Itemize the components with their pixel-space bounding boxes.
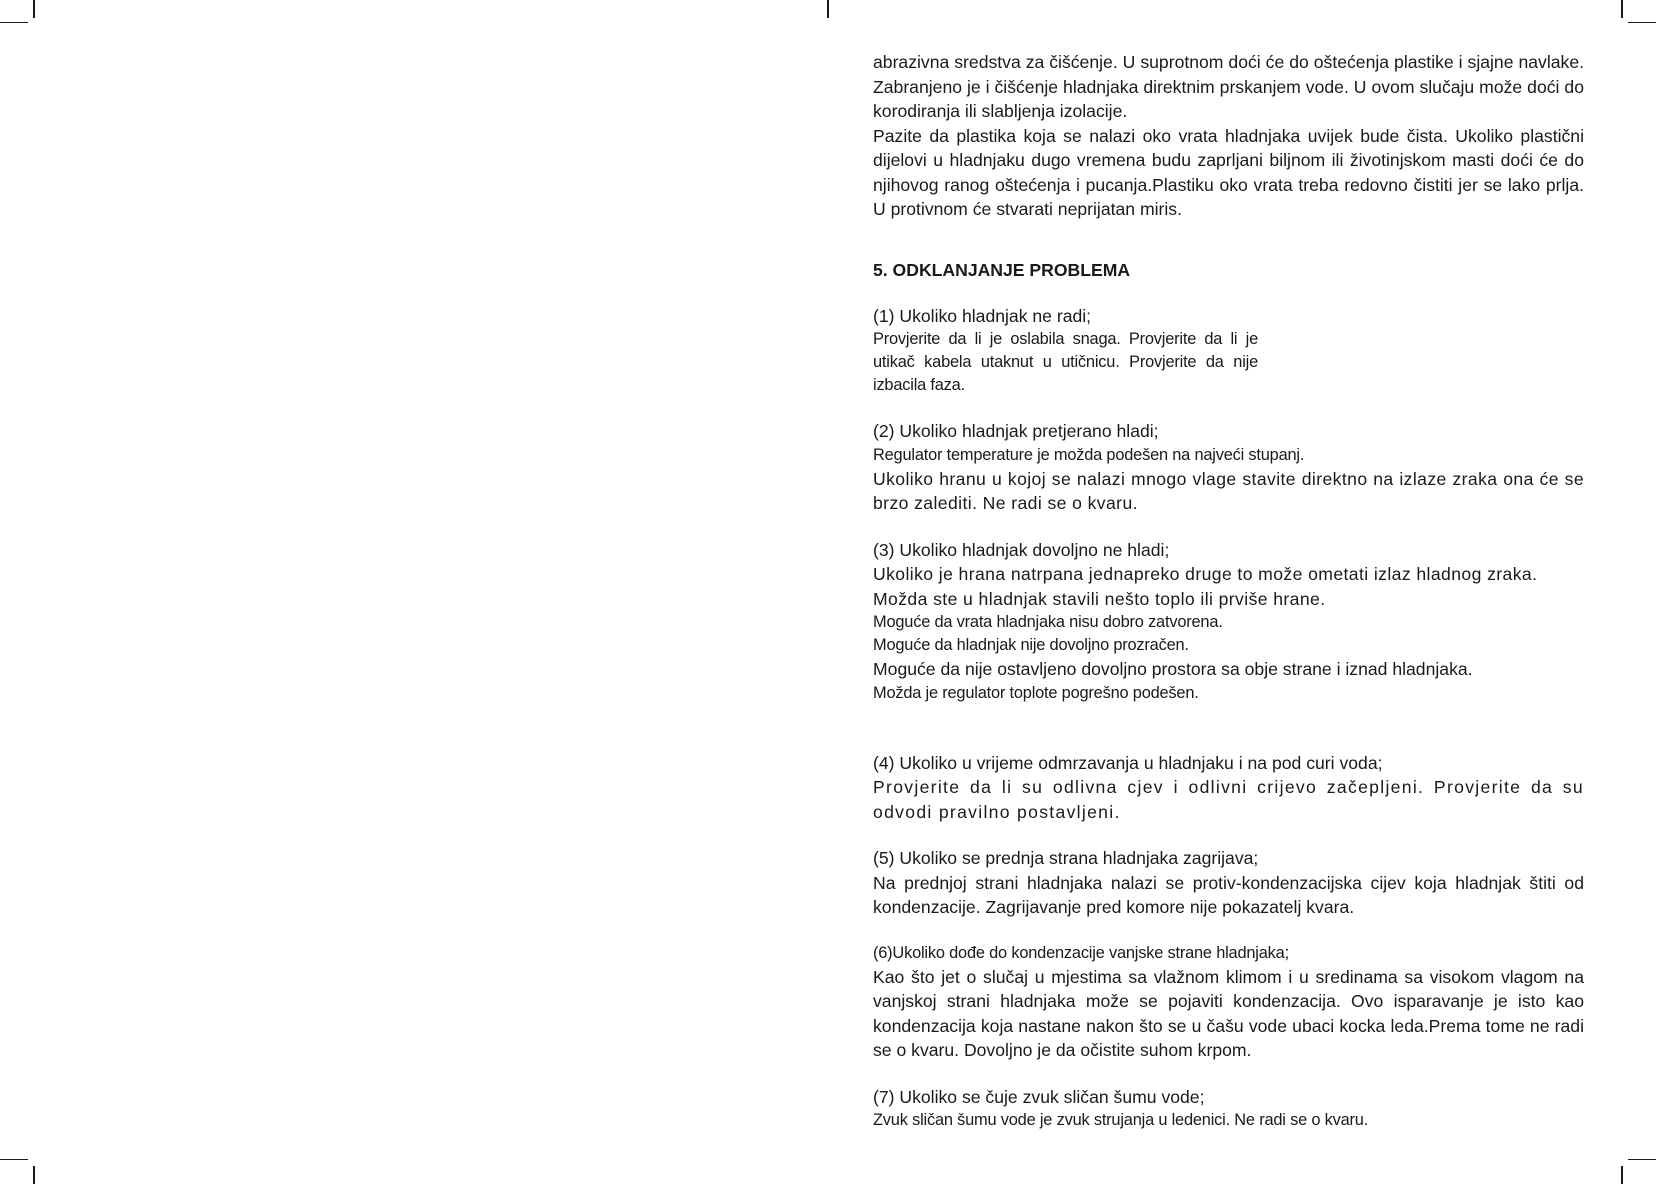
problem-6-answer: Kao što jet o slučaj u mjestima sa vlažnom klimom i u sredinama sa visokom vlagom na vanjskoj strani hladnjaka može se pojaviti kondenzacija. Ovo isparavanje je isto kao kondenzacija koja nastane nakon što se u čašu vode ubaci kocka leda.Prema tome ne radi se o kvaru. Dovoljno je da očistite suhom krpom.: [873, 966, 1584, 1060]
problem-3-answer-line-2: Možda ste u hladnjak stavili nešto toplo ili prviše hrane.: [873, 588, 1326, 609]
problem-3-answer-line-5: Moguće da nije ostavljeno dovoljno prostora sa obje strane i iznad hladnjaka.: [873, 659, 1473, 679]
problem-7-answer: Zvuk sličan šumu vode je zvuk strujanja u ledenici. Ne radi se o kvaru.: [873, 1111, 1369, 1129]
problem-3-answer-line-4: Moguće da hladnjak nije dovoljno prozračen.: [873, 636, 1189, 654]
crop-mark-bottom-right-v: [1621, 1166, 1623, 1184]
problem-3-question: (3) Ukoliko hladnjak dovoljno ne hladi;: [873, 539, 1170, 560]
crop-mark-top-right-h: [1628, 22, 1656, 23]
problem-6-question: (6)Ukoliko dođe do kondenzacije vanjske strane hladnjaka;: [873, 943, 1289, 962]
intro-paragraph-2: Pazite da plastika koja se nalazi oko vrata hladnjaka uvijek bude čista. Ukoliko plastični dijelovi u hladnjaku dugo vremena budu zaprljani biljnom ili životinjskom masti doći će do njihovog ranog oštećenja i pucanja.Plastiku oko vrata treba redovno čistiti jer se lako prlja. U protivnom će stvarati neprijatan miris.: [873, 125, 1584, 219]
crop-mark-top-left-v: [33, 0, 35, 18]
problem-4-question: (4) Ukoliko u vrijeme odmrzavanja u hladnjaku i na pod curi voda;: [873, 752, 1383, 773]
section-title: 5. ODKLANJANJE PROBLEMA: [873, 259, 1131, 280]
problem-2-question: (2) Ukoliko hladnjak pretjerano hladi;: [873, 421, 1159, 441]
problem-3-answer-line-1: Ukoliko je hrana natrpana jednapreko druge to može ometati izlaz hladnog zraka.: [873, 564, 1538, 584]
crop-mark-bottom-right-h: [1628, 1159, 1656, 1160]
right-page-column: [873, 50, 1584, 1132]
problem-3-answer-line-6: Možda je regulator toplote pogrešno podešen.: [873, 683, 1199, 702]
problem-1-answer: Provjerite da li je oslabila snaga. Provjerite da li je utikač kabela utaknut u utičnicu. Provjerite da nije izbacila faza.: [873, 330, 1258, 394]
problem-2-answer-line-1: Regulator temperature je možda podešen na najveći stupanj.: [873, 445, 1305, 464]
problem-5-answer: Na prednjoj strani hladnjaka nalazi se protiv-kondenzacijska cijev koja hladnjak štiti od kondenzacije. Zagrijavanje pred komore nije pokazatelj kvara.: [873, 872, 1584, 917]
problem-1-question: (1) Ukoliko hladnjak ne radi;: [873, 305, 1092, 326]
crop-mark-top-right-v: [1621, 0, 1623, 18]
crop-mark-top-left-h: [0, 22, 28, 23]
crop-mark-bottom-left-v: [33, 1166, 35, 1184]
problem-2-answer-line-2: Ukoliko hranu u kojoj se nalazi mnogo vlage stavite direktno na izlaze zraka ona će se brzo zalediti. Ne radi se o kvaru.: [873, 468, 1584, 513]
problem-7-question: (7) Ukoliko se čuje zvuk sličan šumu vode;: [873, 1086, 1205, 1107]
problem-5-question: (5) Ukoliko se prednja strana hladnjaka zagrijava;: [873, 848, 1259, 868]
intro-paragraph-1: abrazivna sredstva za čišćenje. U suprotnom doći će do oštećenja plastike i sjajne navlake. Zabranjeno je i čišćenje hladnjaka direktnim prskanjem vode. U ovom slučaju može doći do korodiranja ili slabljenja izolacije.: [873, 52, 1584, 121]
crop-mark-top-center-v: [827, 0, 829, 18]
problem-4-answer: Provjerite da li su odlivna cjev i odlivni crijevo začepljeni. Provjerite da su odvodi pravilno postavljeni.: [873, 777, 1584, 822]
problem-3-answer-line-3: Moguće da vrata hladnjaka nisu dobro zatvorena.: [873, 613, 1223, 631]
crop-mark-bottom-left-h: [0, 1159, 28, 1160]
